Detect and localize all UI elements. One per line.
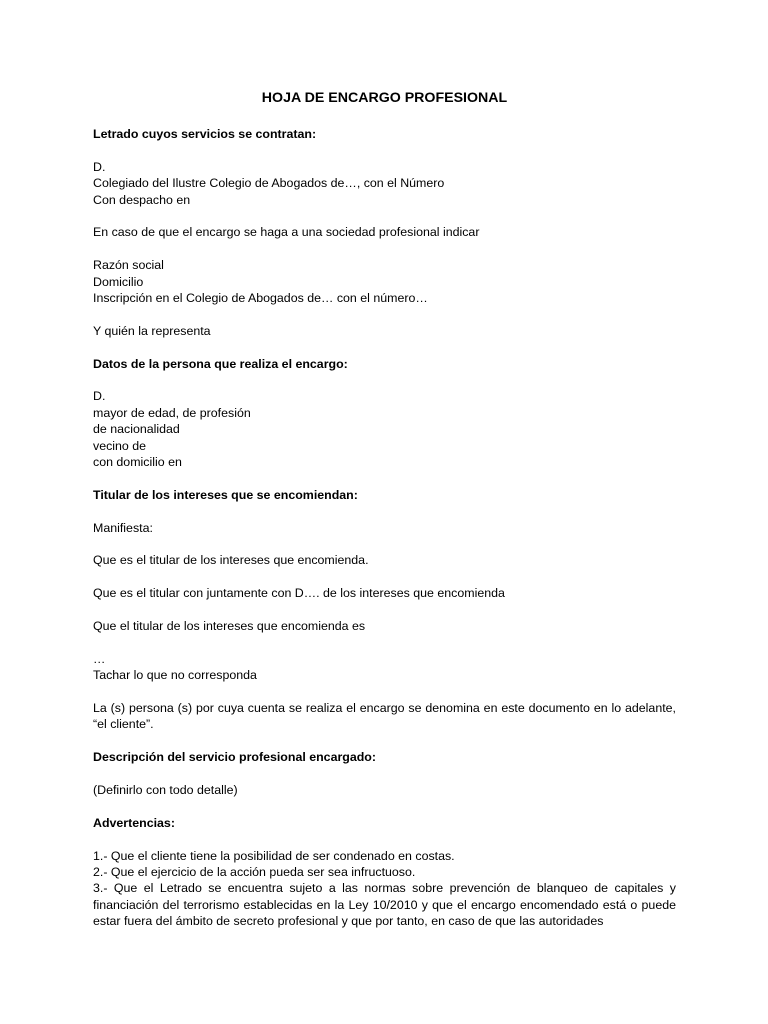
titular-opcion-1: Que es el titular de los intereses que encomienda. xyxy=(93,553,369,568)
descripcion-detalle: (Definirlo con todo detalle) xyxy=(93,783,238,798)
spacer xyxy=(93,142,676,158)
spacer xyxy=(93,306,676,322)
titular-tachar: Tachar lo que no corresponda xyxy=(93,668,257,683)
letrado-despacho: Con despacho en xyxy=(93,192,191,207)
spacer xyxy=(93,372,676,388)
advertencias-heading: Advertencias: xyxy=(93,815,175,830)
spacer xyxy=(93,503,676,519)
spacer xyxy=(93,831,676,847)
document-page xyxy=(93,88,676,930)
persona-mayor: mayor de edad, de profesión xyxy=(93,405,251,420)
spacer xyxy=(93,766,676,782)
descripcion-heading: Descripción del servicio profesional encargado: xyxy=(93,750,377,765)
spacer xyxy=(93,470,676,486)
cliente-paragraph: La (s) persona (s) por cuya cuenta se realiza el encargo se denomina en este documento en lo adelante, “el cliente”. xyxy=(93,701,676,732)
persona-heading: Datos de la persona que realiza el encargo: xyxy=(93,356,348,371)
persona-vecino: vecino de xyxy=(93,438,147,453)
sociedad-domicilio: Domicilio xyxy=(93,274,144,289)
spacer xyxy=(93,339,676,355)
letrado-d: D. xyxy=(93,159,106,174)
titular-heading: Titular de los intereses que se encomiendan: xyxy=(93,487,358,502)
persona-nacionalidad: de nacionalidad xyxy=(93,422,180,437)
spacer xyxy=(93,569,676,585)
titular-opcion-2: Que es el titular con juntamente con D…. de los intereses que encomienda xyxy=(93,586,505,601)
spacer xyxy=(93,241,676,257)
sociedad-intro: En caso de que el encargo se haga a una sociedad profesional indicar xyxy=(93,225,480,240)
spacer xyxy=(93,733,676,749)
spacer xyxy=(93,798,676,814)
spacer xyxy=(93,118,676,126)
titular-ellipsis: … xyxy=(93,651,106,666)
sociedad-representa: Y quién la representa xyxy=(93,323,211,338)
sociedad-razon-social: Razón social xyxy=(93,258,164,273)
advertencia-item: 2.- Que el ejercicio de la acción pueda ser sea infructuoso. xyxy=(93,865,416,880)
persona-d: D. xyxy=(93,389,106,404)
document-title: HOJA DE ENCARGO PROFESIONAL xyxy=(261,90,508,106)
letrado-heading: Letrado cuyos servicios se contratan: xyxy=(93,127,317,141)
titular-manifiesta: Manifiesta: xyxy=(93,520,153,535)
advertencia-item: 1.- Que el cliente tiene la posibilidad de ser condenado en costas. xyxy=(93,848,455,863)
spacer xyxy=(93,684,676,700)
letrado-colegiado: Colegiado del Ilustre Colegio de Abogados de…, con el Número xyxy=(93,176,445,191)
sociedad-inscripcion: Inscripción en el Colegio de Abogados de… con el número… xyxy=(93,291,428,306)
spacer xyxy=(93,536,676,552)
persona-domicilio: con domicilio en xyxy=(93,455,182,470)
titular-opcion-3: Que el titular de los intereses que encomienda es xyxy=(93,619,366,634)
spacer xyxy=(93,634,676,650)
advertencia-item: 3.- Que el Letrado se encuentra sujeto a las normas sobre prevención de blanqueo de capitales y financiación del terrorismo establecidas en la Ley 10/2010 y que el encargo encomendado está o puede estar fuera del ámbito de secreto profesional y que por tanto, en caso de que las autoridades xyxy=(93,881,676,929)
spacer xyxy=(93,602,676,618)
spacer xyxy=(93,208,676,224)
